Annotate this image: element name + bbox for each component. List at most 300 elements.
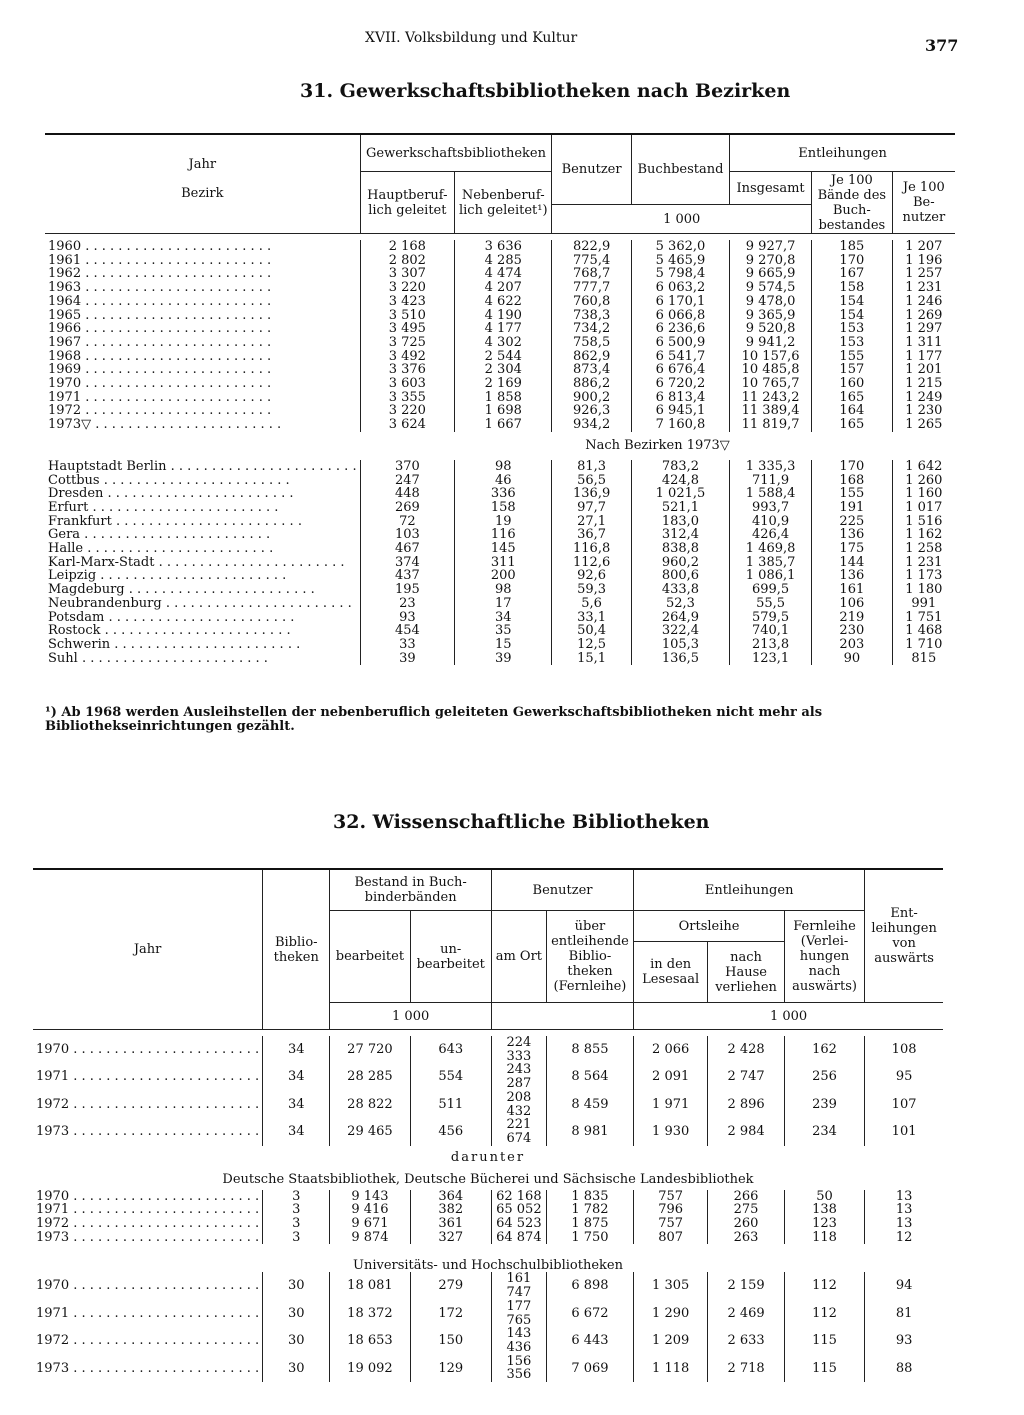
table-cell: 157 (812, 363, 893, 377)
table-cell: 64 523 (491, 1217, 546, 1231)
table-cell: 46 (455, 474, 552, 488)
table-cell: 155 (812, 350, 893, 364)
table-cell: 13 (865, 1203, 943, 1217)
table-cell: 95 (865, 1063, 943, 1090)
row-label: 1968 . . . (45, 350, 360, 364)
table-cell: 8 459 (546, 1091, 633, 1118)
table-cell: 158 (812, 281, 893, 295)
table-cell: 8 564 (546, 1063, 633, 1090)
table-cell: 19 092 (330, 1355, 410, 1382)
row-label: 1973 . . . (33, 1118, 263, 1145)
table-cell: 1 230 (892, 404, 955, 418)
table-cell: 34 (263, 1118, 330, 1145)
table-cell: 3 636 (455, 240, 552, 254)
table-cell: 115 (784, 1355, 864, 1382)
t31-head-unit: 1 000 (552, 205, 812, 234)
table-cell: 136 (812, 569, 893, 583)
row-label: 1972 . . . (45, 404, 360, 418)
table-cell: 165 (812, 418, 893, 432)
row-label: 1970 . . . (33, 1190, 263, 1204)
table-cell: 153 (812, 322, 893, 336)
table-cell: 1 231 (892, 281, 955, 295)
table-cell: 221 674 (491, 1118, 546, 1145)
table-row (45, 624, 955, 638)
table-cell: 9 927,7 (730, 240, 812, 254)
table-cell: 1 269 (892, 309, 955, 323)
table-cell: 886,2 (552, 377, 631, 391)
table-cell: 1 249 (892, 391, 955, 405)
row-label: Gera . . . (45, 528, 360, 542)
table-row (33, 1190, 943, 1204)
table-cell: 2 984 (708, 1118, 785, 1145)
t31-head-benutzer: Benutzer (552, 134, 631, 205)
t32-group2-label: Universitäts- und Hochschulbibliotheken (352, 1257, 623, 1273)
table-cell: 11 389,4 (730, 404, 812, 418)
t31-head-group: Gewerkschaftsbibliotheken (360, 134, 552, 172)
table-cell: 30 (263, 1300, 330, 1327)
t32-head-unbearbeitet: un-bearbeitet (410, 911, 491, 1003)
table-cell: 156 356 (491, 1355, 546, 1382)
table-cell: 426,4 (730, 528, 812, 542)
t32-head-bestand: Bestand in Buch-binderbänden (330, 869, 492, 911)
row-label: 1970 . . . (33, 1272, 263, 1299)
table-cell: 1 305 (634, 1272, 708, 1299)
row-label: 1966 . . . (45, 322, 360, 336)
table-cell: 266 (708, 1190, 785, 1204)
table-cell: 164 (812, 404, 893, 418)
row-label: 1962 . . . (45, 267, 360, 281)
table-cell: 161 (812, 583, 893, 597)
table-cell: 138 (784, 1203, 864, 1217)
table-cell: 312,4 (631, 528, 729, 542)
table-cell: 9 270,8 (730, 254, 812, 268)
table-cell: 65 052 (491, 1203, 546, 1217)
table-cell: 783,2 (631, 460, 729, 474)
t31-head-je100baende: Je 100 Bände des Buch-bestandes (812, 172, 893, 234)
table-cell: 862,9 (552, 350, 631, 364)
table-cell: 34 (263, 1091, 330, 1118)
row-label: Neubrandenburg . . . (45, 597, 360, 611)
table-cell: 170 (812, 254, 893, 268)
table-cell: 10 157,6 (730, 350, 812, 364)
table-cell: 1 180 (892, 583, 955, 597)
table-cell: 3 (263, 1203, 330, 1217)
t32-head-bibliotheken: Biblio-theken (263, 869, 330, 1030)
page-number: 377 (925, 36, 959, 55)
table-cell: 1 160 (892, 487, 955, 501)
table-row (45, 611, 955, 625)
table-cell: 370 (360, 460, 455, 474)
table-cell: 4 190 (455, 309, 552, 323)
table-cell: 9 874 (330, 1231, 410, 1245)
table-cell: 2 544 (455, 350, 552, 364)
table-cell: 9 671 (330, 1217, 410, 1231)
table-row (45, 474, 955, 488)
table-cell: 10 765,7 (730, 377, 812, 391)
table-cell: 6 236,6 (631, 322, 729, 336)
table-cell: 27,1 (552, 515, 631, 529)
table-cell: 52,3 (631, 597, 729, 611)
row-label: 1971 . . . (33, 1300, 263, 1327)
table-cell: 1 290 (634, 1300, 708, 1327)
row-label: Schwerin . . . (45, 638, 360, 652)
table-cell: 129 (410, 1355, 491, 1382)
table-cell: 4 177 (455, 322, 552, 336)
table-cell: 6 170,1 (631, 295, 729, 309)
table-cell: 81 (865, 1300, 943, 1327)
table-cell: 123,1 (730, 652, 812, 666)
t31-head-entl: Entleihungen (730, 134, 955, 172)
table-row (45, 528, 955, 542)
table-row (45, 515, 955, 529)
row-label: 1973 . . . (33, 1231, 263, 1245)
table-cell: 30 (263, 1272, 330, 1299)
table-cell: 35 (455, 624, 552, 638)
table32-title: 32. Wissenschaftliche Bibliotheken (333, 811, 710, 833)
table-row (45, 652, 955, 666)
table-cell: 33,1 (552, 611, 631, 625)
table-cell: 98 (455, 583, 552, 597)
table-cell: 3 (263, 1190, 330, 1204)
table-cell: 50 (784, 1190, 864, 1204)
table-cell: 185 (812, 240, 893, 254)
table-cell: 1 667 (455, 418, 552, 432)
table-cell: 511 (410, 1091, 491, 1118)
table-row (33, 1272, 943, 1299)
table-cell: 123 (784, 1217, 864, 1231)
table-cell: 39 (455, 652, 552, 666)
table-cell: 19 (455, 515, 552, 529)
table-cell: 3 355 (360, 391, 455, 405)
row-label: 1970 . . . (33, 1036, 263, 1063)
table-cell: 1 858 (455, 391, 552, 405)
t31-bezirke-body (45, 460, 955, 666)
row-label: Leipzig . . . (45, 569, 360, 583)
table-cell: 165 (812, 391, 893, 405)
table-cell: 734,2 (552, 322, 631, 336)
t31-head-neben: Nebenberuf-lich geleitet¹) (455, 172, 552, 234)
table-row (33, 1203, 943, 1217)
row-label: Dresden . . . (45, 487, 360, 501)
t31-head-stub (45, 134, 360, 234)
table-cell: 1 177 (892, 350, 955, 364)
table-row (45, 281, 955, 295)
table-cell: 108 (865, 1036, 943, 1063)
table-cell: 6 063,2 (631, 281, 729, 295)
table-cell: 2 066 (634, 1036, 708, 1063)
table-cell: 3 307 (360, 267, 455, 281)
table-cell: 900,2 (552, 391, 631, 405)
row-label: Suhl . . . (45, 652, 360, 666)
row-label: Frankfurt . . . (45, 515, 360, 529)
table-cell: 1 215 (892, 377, 955, 391)
table-cell: 760,8 (552, 295, 631, 309)
table-cell: 160 (812, 377, 893, 391)
table-cell: 448 (360, 487, 455, 501)
t31-head-je100benutzer: Je 100 Be-nutzer (892, 172, 955, 234)
table-cell: 154 (812, 295, 893, 309)
table-cell: 960,2 (631, 556, 729, 570)
row-label: 1961 . . . (45, 254, 360, 268)
table-cell: 740,1 (730, 624, 812, 638)
table-cell: 433,8 (631, 583, 729, 597)
table-cell: 59,3 (552, 583, 631, 597)
table-cell: 34 (455, 611, 552, 625)
table-cell: 136 (812, 528, 893, 542)
table-row (45, 322, 955, 336)
table-cell: 167 (812, 267, 893, 281)
table-cell: 1 750 (546, 1231, 633, 1245)
table-cell: 926,3 (552, 404, 631, 418)
table-cell: 18 653 (330, 1327, 410, 1354)
table-cell: 1 297 (892, 322, 955, 336)
table-cell: 1 118 (634, 1355, 708, 1382)
row-label: 1960 . . . (45, 240, 360, 254)
table31 (45, 133, 955, 665)
row-label: 1971 . . . (45, 391, 360, 405)
table-cell: 1 469,8 (730, 542, 812, 556)
table-row (45, 569, 955, 583)
table-cell: 1 311 (892, 336, 955, 350)
table-cell: 796 (634, 1203, 708, 1217)
table-cell: 1 930 (634, 1118, 708, 1145)
t31-head-jahr: Jahr (188, 157, 217, 172)
table-cell: 579,5 (730, 611, 812, 625)
table-cell: 191 (812, 501, 893, 515)
table-cell: 1 173 (892, 569, 955, 583)
table-row (45, 404, 955, 418)
table-cell: 28 822 (330, 1091, 410, 1118)
table-cell: 93 (865, 1327, 943, 1354)
table-cell: 145 (455, 542, 552, 556)
table-row (33, 1300, 943, 1327)
t31-head-insgesamt: Insgesamt (730, 172, 812, 205)
t32-head-ortsleihe: Ortsleihe (634, 911, 785, 942)
table-cell: 101 (865, 1118, 943, 1145)
table-cell: 1 516 (892, 515, 955, 529)
t32-head-auswaerts: Ent-leihungen von auswärts (865, 869, 943, 1003)
table-cell: 5,6 (552, 597, 631, 611)
row-label: 1973 . . . (33, 1355, 263, 1382)
table-cell: 33 (360, 638, 455, 652)
table-cell: 322,4 (631, 624, 729, 638)
table-cell: 1 260 (892, 474, 955, 488)
table-row (33, 1118, 943, 1145)
table-row (45, 336, 955, 350)
table-cell: 3 220 (360, 281, 455, 295)
t32-group2-body (33, 1272, 943, 1382)
table-cell: 3 (263, 1231, 330, 1245)
t31-head-buchbestand: Buchbestand (631, 134, 729, 205)
table-cell: 279 (410, 1272, 491, 1299)
table32 (33, 868, 943, 1382)
table-cell: 1 021,5 (631, 487, 729, 501)
table-cell: 90 (812, 652, 893, 666)
table-cell: 7 069 (546, 1355, 633, 1382)
table-cell: 10 485,8 (730, 363, 812, 377)
table-cell: 1 231 (892, 556, 955, 570)
table-row (33, 1355, 943, 1382)
table-cell: 2 802 (360, 254, 455, 268)
table-cell: 234 (784, 1118, 864, 1145)
table-cell: 1 258 (892, 542, 955, 556)
table-cell: 1 257 (892, 267, 955, 281)
table-cell: 105,3 (631, 638, 729, 652)
table-cell: 143 436 (491, 1327, 546, 1354)
table-cell: 2 718 (708, 1355, 785, 1382)
table-row (45, 487, 955, 501)
table-cell: 213,8 (730, 638, 812, 652)
table-cell: 6 066,8 (631, 309, 729, 323)
table-cell: 4 622 (455, 295, 552, 309)
table31-footnote: ¹) Ab 1968 werden Ausleihstellen der nebenberuflich geleiteten Gewerkschaftsbibliotheken nicht mehr als Bibliothekseinrichtungen gezählt. (45, 705, 823, 734)
table-cell: 219 (812, 611, 893, 625)
table-cell: 11 819,7 (730, 418, 812, 432)
table-cell: 9 143 (330, 1190, 410, 1204)
row-label: Cottbus . . . (45, 474, 360, 488)
table-cell: 2 428 (708, 1036, 785, 1063)
row-label: 1967 . . . (45, 336, 360, 350)
table-cell: 106 (812, 597, 893, 611)
table-cell: 382 (410, 1203, 491, 1217)
table-cell: 154 (812, 309, 893, 323)
table-cell: 264,9 (631, 611, 729, 625)
table-cell: 768,7 (552, 267, 631, 281)
table-row (45, 254, 955, 268)
row-label: Magdeburg . . . (45, 583, 360, 597)
row-label: 1964 . . . (45, 295, 360, 309)
table-cell: 115 (784, 1327, 864, 1354)
table-cell: 183,0 (631, 515, 729, 529)
table-cell: 269 (360, 501, 455, 515)
t32-head-fernleihe: Fernleihe (Verlei-hungen nach auswärts) (784, 911, 864, 1003)
t32-head-amort: am Ort (491, 911, 546, 1003)
table-cell: 18 081 (330, 1272, 410, 1299)
table-cell: 6 720,2 (631, 377, 729, 391)
table-cell: 13 (865, 1217, 943, 1231)
table-cell: 13 (865, 1190, 943, 1204)
table-cell: 1 588,4 (730, 487, 812, 501)
table-cell: 203 (812, 638, 893, 652)
table-cell: 2 633 (708, 1327, 785, 1354)
row-label: Hauptstadt Berlin . . . (45, 460, 360, 474)
table-cell: 1 875 (546, 1217, 633, 1231)
table-cell: 2 747 (708, 1063, 785, 1090)
table-cell: 177 765 (491, 1300, 546, 1327)
table-row (45, 295, 955, 309)
table-cell: 15 (455, 638, 552, 652)
row-label: Rostock . . . (45, 624, 360, 638)
table-cell: 28 285 (330, 1063, 410, 1090)
table-cell: 361 (410, 1217, 491, 1231)
table-cell: 275 (708, 1203, 785, 1217)
table-row (45, 542, 955, 556)
table-cell: 7 160,8 (631, 418, 729, 432)
table-cell: 2 169 (455, 377, 552, 391)
table-cell: 116,8 (552, 542, 631, 556)
row-label: 1973▽ . . . (45, 418, 360, 432)
table-cell: 1 335,3 (730, 460, 812, 474)
table-cell: 112,6 (552, 556, 631, 570)
table-cell: 34 (263, 1063, 330, 1090)
table-cell: 1 246 (892, 295, 955, 309)
table-cell: 103 (360, 528, 455, 542)
t32-head-bearbeitet: bearbeitet (330, 911, 410, 1003)
table-cell: 4 302 (455, 336, 552, 350)
table-row (45, 460, 955, 474)
table-row (45, 418, 955, 432)
table31-title: 31. Gewerkschaftsbibliotheken nach Bezirken (300, 80, 791, 102)
table-cell: 39 (360, 652, 455, 666)
table-cell: 9 574,5 (730, 281, 812, 295)
table-cell: 112 (784, 1272, 864, 1299)
table-cell: 6 898 (546, 1272, 633, 1299)
table-cell: 3 495 (360, 322, 455, 336)
table-cell: 23 (360, 597, 455, 611)
table-cell: 1 751 (892, 611, 955, 625)
table-cell: 2 469 (708, 1300, 785, 1327)
table-cell: 168 (812, 474, 893, 488)
table-row (45, 391, 955, 405)
table-cell: 72 (360, 515, 455, 529)
t31-years-body (45, 240, 955, 432)
table-cell: 1 265 (892, 418, 955, 432)
table-cell: 1 710 (892, 638, 955, 652)
table-cell: 97,7 (552, 501, 631, 515)
table-cell: 738,3 (552, 309, 631, 323)
table-row (33, 1036, 943, 1063)
table-cell: 699,5 (730, 583, 812, 597)
table-cell: 800,6 (631, 569, 729, 583)
table-cell: 991 (892, 597, 955, 611)
table-cell: 3 725 (360, 336, 455, 350)
table-cell: 1 642 (892, 460, 955, 474)
row-label: 1972 . . . (33, 1217, 263, 1231)
t32-head-unit-a: 1 000 (330, 1003, 492, 1030)
table-cell: 454 (360, 624, 455, 638)
t31-bezirke-label: Nach Bezirken 1973▽ (585, 437, 730, 453)
row-label: 1965 . . . (45, 309, 360, 323)
table-cell: 777,7 (552, 281, 631, 295)
table-cell: 2 304 (455, 363, 552, 377)
table-cell: 175 (812, 542, 893, 556)
table-cell: 374 (360, 556, 455, 570)
row-label: 1963 . . . (45, 281, 360, 295)
row-label: Halle . . . (45, 542, 360, 556)
table-row (45, 309, 955, 323)
table-cell: 136,9 (552, 487, 631, 501)
table-cell: 4 207 (455, 281, 552, 295)
table-cell: 1 196 (892, 254, 955, 268)
table-cell: 410,9 (730, 515, 812, 529)
table-cell: 225 (812, 515, 893, 529)
table-cell: 98 (455, 460, 552, 474)
table-cell: 2 091 (634, 1063, 708, 1090)
table-cell: 5 798,4 (631, 267, 729, 281)
table-cell: 112 (784, 1300, 864, 1327)
table-cell: 260 (708, 1217, 785, 1231)
table-cell: 554 (410, 1063, 491, 1090)
table-cell: 758,5 (552, 336, 631, 350)
table-cell: 230 (812, 624, 893, 638)
table-row (33, 1231, 943, 1245)
table-cell: 3 (263, 1217, 330, 1231)
table-cell: 11 243,2 (730, 391, 812, 405)
table-cell: 521,1 (631, 501, 729, 515)
row-label: Potsdam . . . (45, 611, 360, 625)
t32-head-nachhause: nach Hause verliehen (708, 942, 785, 1003)
row-label: 1972 . . . (33, 1327, 263, 1354)
